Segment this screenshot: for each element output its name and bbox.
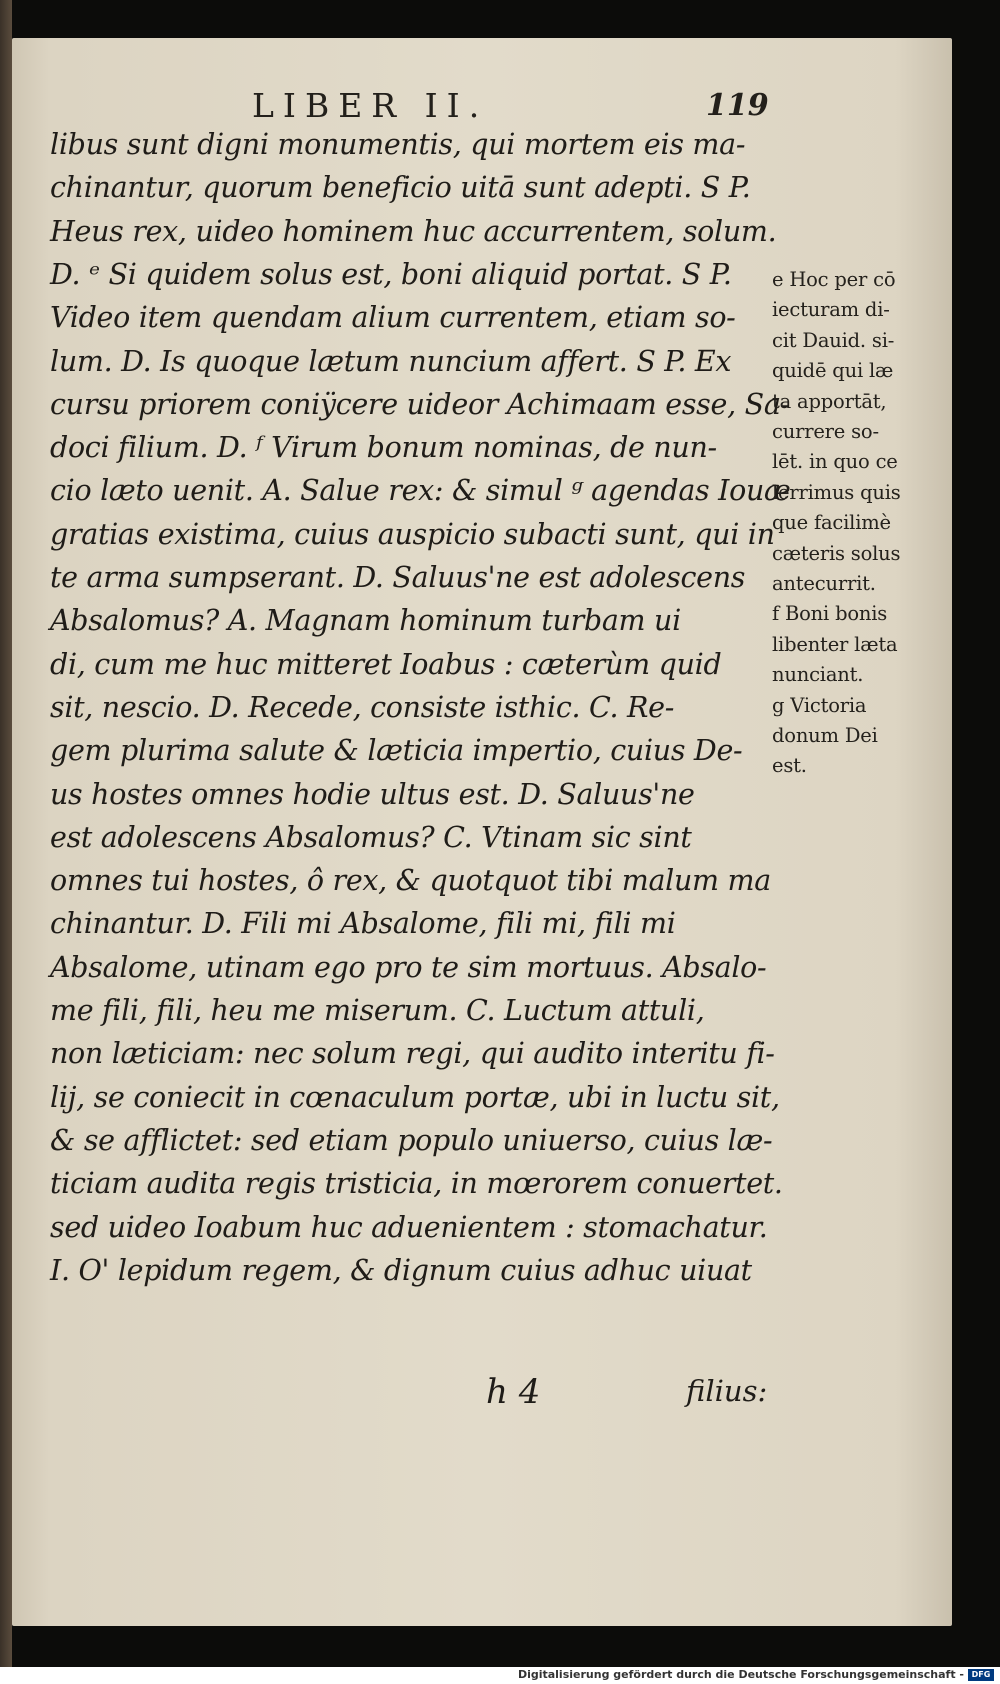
digitization-credit-bar bbox=[0, 1667, 1000, 1684]
book-spine-edge bbox=[0, 0, 12, 1684]
marginal-note-line: f Boni bonis bbox=[772, 602, 888, 626]
text-line: te arma sumpserant. D. Saluus'ne est adolescens bbox=[50, 561, 746, 594]
text-line: chinantur, quorum beneficio uitā sunt adepti. S P. bbox=[50, 171, 751, 205]
marginal-note-line: iecturam di- bbox=[772, 298, 890, 322]
text-line: di, cum me huc mitteret Ioabus : cæterùm quid bbox=[50, 647, 722, 681]
marginal-note-line: e Hoc per cō bbox=[772, 268, 896, 291]
text-line: libus sunt digni monumentis, qui mortem eis ma- bbox=[50, 128, 746, 161]
text-line: sed uideo Ioabum huc aduenientem : stomachatur. bbox=[50, 1210, 768, 1244]
signature-mark: h 4 bbox=[486, 1372, 541, 1412]
running-head: LIBER II. bbox=[252, 86, 489, 125]
catchword: filius: bbox=[686, 1374, 768, 1408]
text-line: us hostes omnes hodie ultus est. D. Saluus'ne bbox=[50, 777, 695, 811]
page-footer bbox=[0, 1372, 1000, 1412]
credit-text: Digitalisierung gefördert durch die Deutsche Forschungsgemeinschaft - bbox=[517, 1668, 964, 1681]
text-line: Absalomus? A. Magnam hominum turbam ui bbox=[50, 604, 681, 638]
marginal-note-line: cit Dauid. si- bbox=[772, 328, 895, 352]
text-line: non læticiam: nec solum regi, qui audito interitu fi- bbox=[50, 1037, 775, 1071]
marginal-note-line: cæteris solus bbox=[772, 541, 901, 565]
marginal-note-line: lerrimus quis bbox=[772, 480, 901, 504]
text-line: cursu priorem coniÿcere uideor Achimaam esse, Sa- bbox=[50, 387, 790, 421]
text-line: D. ᵉ Si quidem solus est, boni aliquid portat. S P. bbox=[50, 257, 732, 291]
text-line: Absalome, utinam ego pro te sim mortuus. Absalo- bbox=[50, 950, 767, 984]
text-line: gratias existima, cuius auspicio subacti sunt, qui in bbox=[50, 517, 775, 551]
dfg-logo: DFG bbox=[968, 1669, 994, 1681]
text-line: sit, nescio. D. Recede, consiste isthic. C. Re- bbox=[50, 690, 675, 724]
text-line: lum. D. Is quoque lætum nuncium affert. S P. Ex bbox=[50, 344, 732, 378]
marginal-note-line: lēt. in quo ce bbox=[772, 450, 898, 474]
text-line: Video item quendam alium currentem, etiam so- bbox=[50, 301, 736, 335]
marginal-note-line: nunciant. bbox=[772, 663, 864, 687]
folio-number: 119 bbox=[706, 88, 769, 123]
marginal-note-line: currere so- bbox=[772, 420, 879, 443]
marginal-note-line: quidē qui læ bbox=[772, 359, 894, 383]
text-line: ticiam audita regis tristicia, in mœrorem conuertet. bbox=[50, 1167, 783, 1201]
text-line: omnes tui hostes, ô rex, & quotquot tibi malum ma bbox=[50, 864, 771, 898]
text-line: cio læto uenit. A. Salue rex: & simul ᵍ agendas Iouæ bbox=[50, 474, 791, 508]
text-line: me fili, fili, heu me miserum. C. Luctum attuli, bbox=[50, 994, 705, 1027]
text-line: doci filium. D. ᶠ Virum bonum nominas, de nun- bbox=[50, 431, 717, 465]
marginal-note-line: g Victoria bbox=[772, 693, 867, 717]
text-line: Heus rex, uideo hominem huc accurrentem, solum. bbox=[50, 214, 777, 248]
text-line: I. O' lepidum regem, & dignum cuius adhuc uiuat bbox=[50, 1253, 752, 1287]
marginal-note-line: ta apportāt, bbox=[772, 389, 887, 413]
text-line: & se afflictet: sed etiam populo uniuerso, cuius læ- bbox=[50, 1123, 773, 1157]
text-line: est adolescens Absalomus? C. Vtinam sic sint bbox=[50, 820, 692, 854]
page-header bbox=[0, 86, 1000, 126]
text-line: lij, se coniecit in cœnaculum portæ, ubi in luctu sit, bbox=[50, 1080, 780, 1114]
marginal-note-line: donum Dei bbox=[772, 724, 878, 747]
marginal-note-line: libenter læta bbox=[772, 632, 898, 656]
text-line: chinantur. D. Fili mi Absalome, fili mi, fili mi bbox=[50, 907, 676, 941]
marginal-note-line: est. bbox=[772, 754, 807, 778]
marginal-note-line: que facilimè bbox=[772, 511, 891, 535]
marginal-note-line: antecurrit. bbox=[772, 572, 876, 595]
text-line: gem plurima salute & læticia impertio, cuius De- bbox=[50, 734, 743, 768]
